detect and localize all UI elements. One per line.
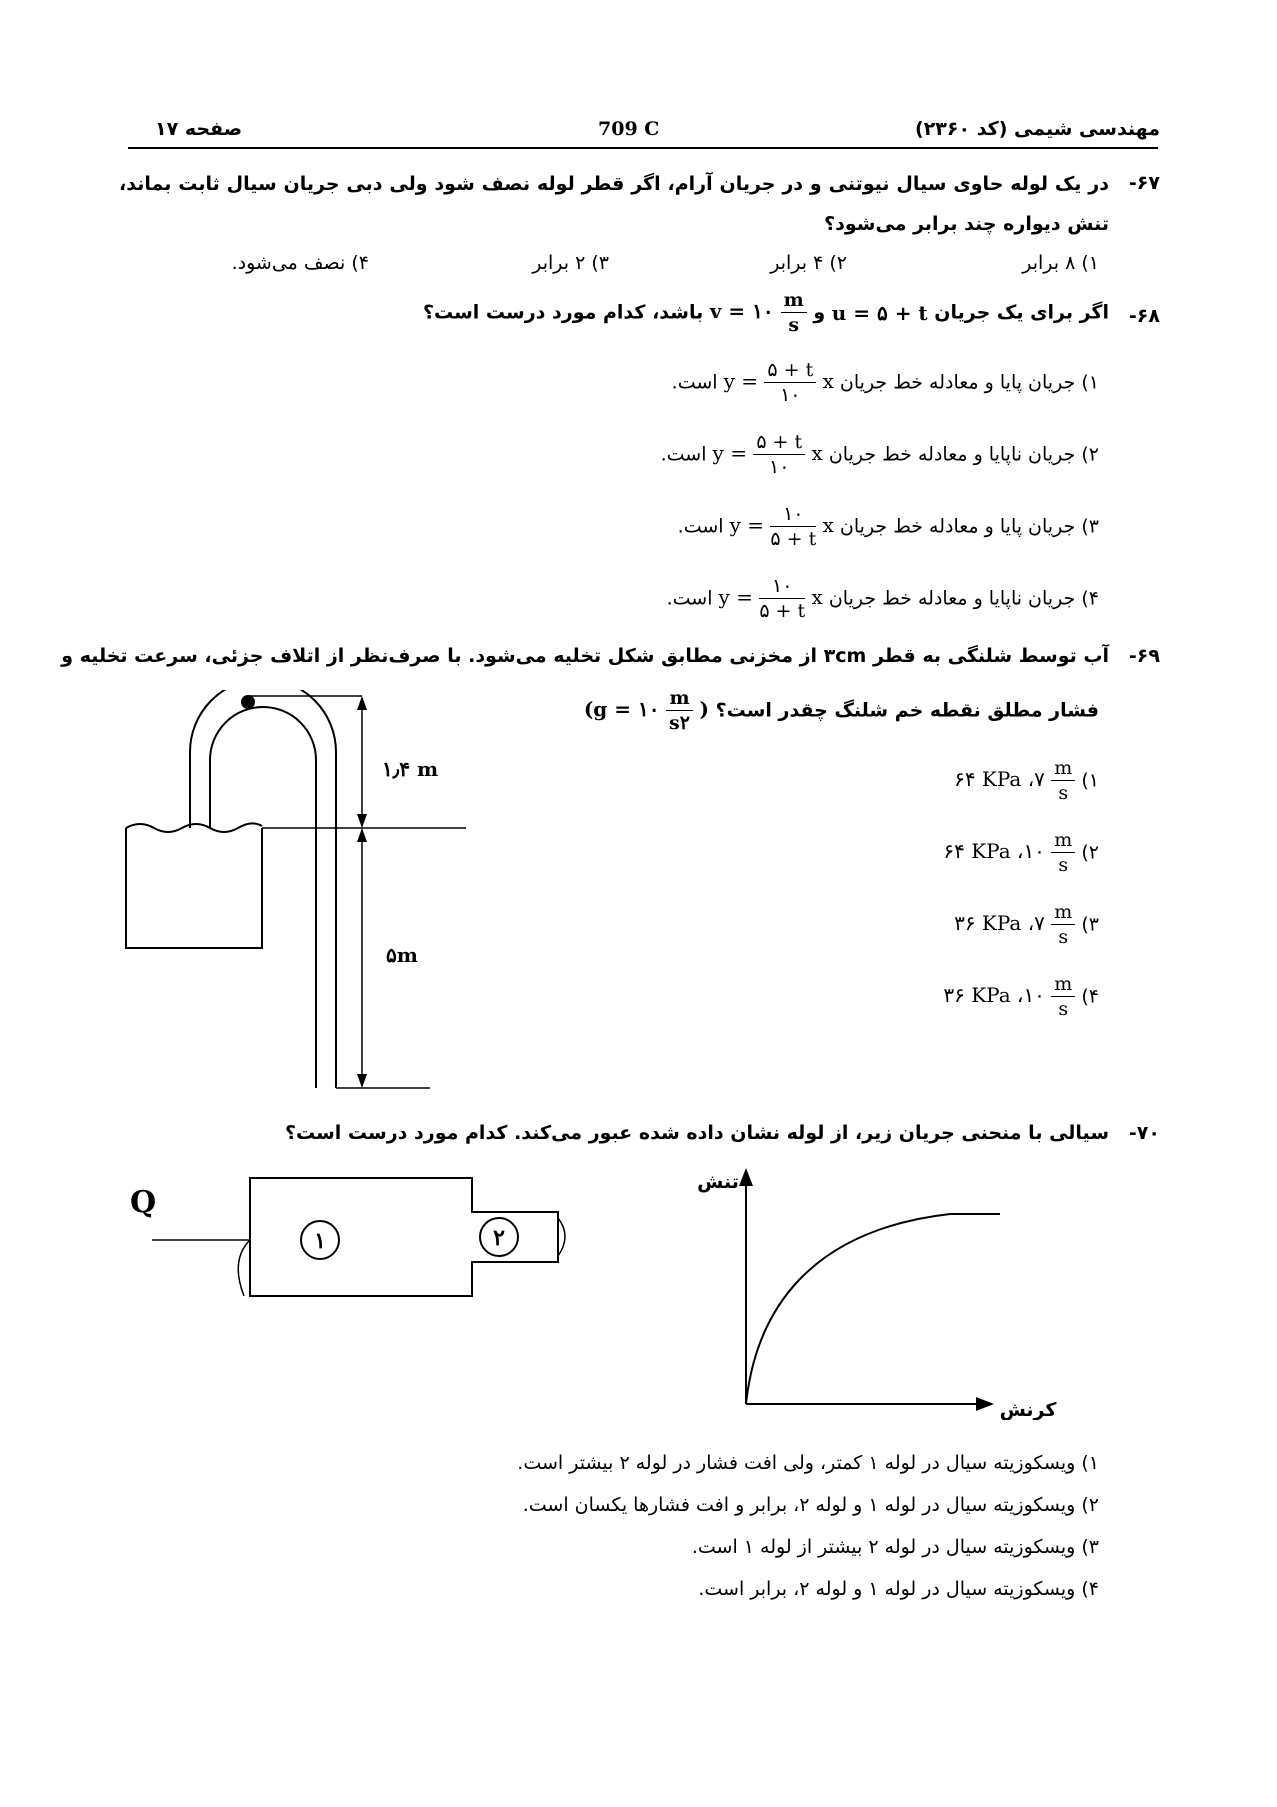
q68-v-expression: [710, 288, 807, 337]
q68-option-3-tail: است.: [677, 515, 724, 538]
q68-option-2-label: ۲) جریان ناپایا و معادله خط جریان: [828, 443, 1099, 466]
header-rule: [128, 147, 1158, 149]
q68-option-4-equation: [719, 574, 823, 623]
q68-option-2-num: ۵ + t: [753, 430, 805, 455]
arrow-head: [357, 1074, 367, 1088]
q70-number: -۷۰: [1128, 1122, 1160, 1144]
q69-g-unit-den: s۲: [669, 712, 690, 734]
inlet-end-cap: [238, 1240, 250, 1296]
flow-curve-line: [746, 1214, 1000, 1404]
q69-option-1-unit: [1051, 756, 1075, 805]
header-page-number: صفحه ۱۷: [155, 118, 243, 140]
q68-option-3: [678, 502, 1099, 551]
q68-option-4: [667, 574, 1099, 623]
q70-flow-curve: [680, 1160, 1080, 1420]
q68-option-2-fraction: [753, 430, 805, 479]
q67-option-1: ۱) ۸ برابر: [1022, 252, 1099, 274]
bend-point-marker: [241, 695, 255, 709]
q68-option-2-var: x: [811, 441, 823, 465]
q68-option-1: [672, 358, 1099, 407]
pipe-2-label: ۲: [493, 1225, 505, 1251]
q69-option-1-index: ۱): [1081, 769, 1099, 792]
q69-option-2-sep: ،: [1010, 839, 1024, 863]
q68-v-unit-num: m: [781, 288, 807, 313]
pipe-1-label: ۱: [314, 1228, 326, 1254]
q69-option-4-speed: ۱۰: [1023, 983, 1045, 1007]
q69-line2: [584, 686, 1099, 735]
q69-option-3: [954, 900, 1099, 949]
q69-option-4-unit: [1051, 972, 1075, 1021]
q69-option-3-answer: [954, 900, 1075, 949]
arrow-head: [357, 828, 367, 842]
q68-u-expression: u = ۵ + t: [831, 300, 928, 325]
q68-option-4-fraction: [759, 574, 805, 623]
q70-text: سیالی با منحنی جریان زیر، از لوله نشان داده شده عبور می‌کند. کدام مورد درست است؟: [284, 1122, 1109, 1144]
q69-option-1-unit-den: s: [1058, 782, 1069, 804]
q69-option-4-index: ۴): [1081, 985, 1099, 1008]
q69-siphon-figure: [120, 690, 480, 1100]
q67-option-4: ۴) نصف می‌شود.: [231, 252, 369, 274]
q68-option-3-eq: y =: [729, 513, 765, 537]
q68-option-1-num: ۵ + t: [764, 358, 816, 383]
q69-line2-text: فشار مطلق نقطه خم شلنگ چقدر است؟: [715, 699, 1099, 722]
q68-option-2-eq: y =: [712, 441, 747, 465]
q69-option-1-pressure: ۶۴ KPa: [954, 767, 1022, 791]
flow-label-q: Q: [130, 1185, 157, 1220]
q69-option-2-index: ۲): [1081, 841, 1099, 864]
x-axis-label: کرنش: [999, 1399, 1057, 1420]
q70-option-3: ۳) ویسکوزیته سیال در لوله ۲ بیشتر از لوله ۱ است.: [691, 1536, 1099, 1558]
q69-option-1-unit-num: m: [1051, 756, 1075, 781]
water-surface: [126, 823, 262, 832]
q68-option-1-equation: [724, 358, 834, 407]
x-axis-arrow: [976, 1397, 994, 1411]
header-subject: مهندسی شیمی (کد ۲۳۶۰): [915, 118, 1160, 140]
q68-option-4-eq: y =: [718, 585, 753, 609]
q69-option-3-index: ۳): [1081, 913, 1099, 936]
y-axis-arrow: [739, 1168, 753, 1186]
q68-option-4-var: x: [811, 585, 823, 609]
q69-option-3-unit-den: s: [1058, 926, 1069, 948]
q68-text-a: اگر برای یک جریان: [934, 301, 1109, 324]
q69-option-3-unit: [1051, 900, 1075, 949]
q69-g-unit-num: m: [666, 686, 692, 711]
q69-option-1-speed: ۷: [1034, 767, 1045, 791]
q68-text-b: و: [813, 301, 826, 324]
q70-option-2: ۲) ویسکوزیته سیال در لوله ۱ و لوله ۲، برابر و افت فشارها یکسان است.: [522, 1494, 1099, 1516]
q69-option-3-sep: ،: [1021, 911, 1035, 935]
q68-option-2: [661, 430, 1099, 479]
q69-g-unit: [666, 686, 692, 735]
q69-option-4: [943, 972, 1099, 1021]
q69-option-3-pressure: ۳۶ KPa: [954, 911, 1022, 935]
q69-option-3-unit-num: m: [1051, 900, 1075, 925]
q67-text: در یک لوله حاوی سیال نیوتنی و در جریان آرام، اگر قطر لوله نصف شود ولی دبی جریان سیال ثابت بماند، تنش دیواره چند برابر می‌شود؟: [119, 173, 1109, 235]
q68-option-3-label: ۳) جریان پایا و معادله خط جریان: [839, 515, 1099, 538]
q69-option-2-speed: ۱۰: [1023, 839, 1045, 863]
q68-option-1-label: ۱) جریان پایا و معادله خط جریان: [839, 371, 1099, 394]
q67-option-2: ۲) ۴ برابر: [770, 252, 847, 274]
q68-option-4-tail: است.: [666, 587, 713, 610]
q69-option-2-answer: [943, 828, 1075, 877]
height-label-top: ۱٫۴ m: [382, 757, 439, 781]
q67-number: -۶۷: [1128, 172, 1160, 194]
height-label-bottom: ۵m: [386, 943, 418, 967]
q68-v-unit: [781, 288, 807, 337]
q69-g-prefix: (g = ۱۰: [583, 697, 660, 721]
q68-option-1-den: ۱۰: [780, 384, 801, 406]
q68-option-2-tail: است.: [660, 443, 707, 466]
q68-v-prefix: v = ۱۰: [709, 299, 774, 323]
q69-line1: آب توسط شلنگی به قطر ۳cm از مخزنی مطابق شکل تخلیه می‌شود. با صرف‌نظر از اتلاف جزئی، سرعت تخلیه و: [61, 645, 1109, 667]
q68-option-3-fraction: [770, 502, 816, 551]
q68-option-4-num: ۱۰: [759, 574, 805, 599]
q69-option-2-unit-den: s: [1058, 854, 1069, 876]
q68-option-3-equation: [730, 502, 834, 551]
q68-option-4-den: ۵ + t: [759, 600, 806, 622]
header-booklet-code: 709 C: [598, 118, 660, 140]
q69-g-expression: [584, 686, 709, 735]
q68-stem: [423, 288, 1109, 337]
pipe-outline: [250, 1178, 558, 1296]
q68-number: -۶۸: [1128, 305, 1160, 327]
q68-v-unit-den: s: [788, 314, 800, 336]
tank-outline: [126, 828, 262, 948]
q69-option-4-unit-den: s: [1058, 998, 1069, 1020]
q68-option-1-tail: است.: [671, 371, 718, 394]
q69-option-1-answer: [954, 756, 1075, 805]
q69-number: -۶۹: [1128, 645, 1160, 667]
q69-option-1: [954, 756, 1099, 805]
q69-option-4-pressure: ۳۶ KPa: [943, 983, 1011, 1007]
q69-option-4-sep: ،: [1010, 983, 1024, 1007]
q70-pipe-figure: [120, 1160, 580, 1310]
q69-option-2-unit: [1051, 828, 1075, 877]
q70-option-4: ۴) ویسکوزیته سیال در لوله ۱ و لوله ۲، برابر است.: [698, 1578, 1099, 1600]
q68-option-3-var: x: [822, 513, 834, 537]
q70-option-1: ۱) ویسکوزیته سیال در لوله ۱ کمتر، ولی افت فشار در لوله ۲ بیشتر است.: [517, 1452, 1099, 1474]
q69-option-2: [943, 828, 1099, 877]
arrow-head: [357, 696, 367, 710]
q68-option-1-eq: y =: [723, 369, 759, 393]
q69-option-4-unit-num: m: [1051, 972, 1075, 997]
q68-text-c: باشد، کدام مورد درست است؟: [422, 301, 704, 324]
y-axis-label: تنش: [697, 1171, 739, 1193]
q69-g-close: ): [699, 697, 709, 721]
q68-option-4-label: ۴) جریان ناپایا و معادله خط جریان: [828, 587, 1099, 610]
q67-option-3: ۳) ۲ برابر: [532, 252, 609, 274]
q68-option-1-fraction: [764, 358, 816, 407]
q69-option-4-answer: [943, 972, 1075, 1021]
arrow-head: [357, 814, 367, 828]
q69-option-2-pressure: ۶۴ KPa: [943, 839, 1011, 863]
q68-option-3-den: ۵ + t: [770, 528, 817, 550]
q69-option-1-sep: ،: [1021, 767, 1035, 791]
outlet-end-cap: [558, 1218, 565, 1256]
q68-option-2-den: ۱۰: [769, 456, 790, 478]
q68-option-2-equation: [713, 430, 823, 479]
q69-option-2-unit-num: m: [1051, 828, 1075, 853]
q69-option-3-speed: ۷: [1034, 911, 1045, 935]
q68-option-3-num: ۱۰: [770, 502, 816, 527]
q68-option-1-var: x: [822, 369, 834, 393]
